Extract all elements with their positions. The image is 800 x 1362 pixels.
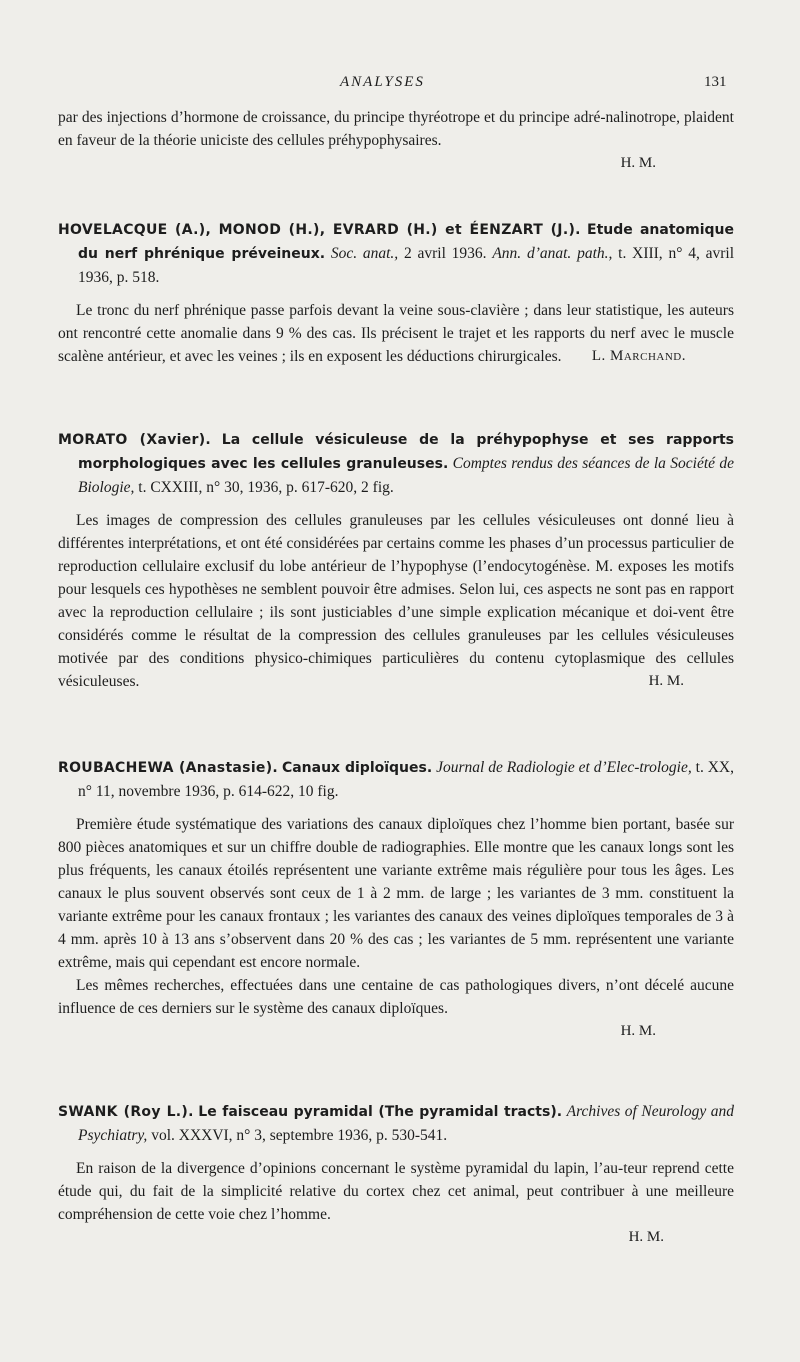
entry-volume: t. XIII, n° 4, avril 1936, p. 518. bbox=[78, 245, 735, 286]
entry-signature: H. M. bbox=[620, 1023, 656, 1039]
entry-body-text: En raison de la divergence d’opinions concernant le système pyramidal du lapin, l’au-teur reprend cette étude qui, du fait de la simplicité relative du cortex chez cet animal, peut contribuer à une meilleure compréhension de cette voie chez l’homme. bbox=[58, 1160, 734, 1223]
entry-journal: Archives of Neurology and Psychiatry, bbox=[78, 1103, 735, 1144]
entry-volume: t. CXXIII, n° 30, 1936, p. 617-620, 2 fig. bbox=[138, 479, 394, 496]
entry-authors: SWANK (Roy L.). bbox=[58, 1104, 194, 1120]
entry-body bbox=[58, 813, 734, 974]
abstract-entry bbox=[58, 218, 734, 368]
entry-citation bbox=[58, 756, 734, 803]
entry-body bbox=[58, 1157, 734, 1226]
entry-citation bbox=[58, 1100, 734, 1147]
entry-citation bbox=[58, 428, 734, 499]
entry-volume: vol. XXXVI, n° 3, septembre 1936, p. 530-541. bbox=[151, 1127, 448, 1144]
section-title: ANALYSES bbox=[340, 74, 425, 90]
entry-title: La cellule vésiculeuse de la préhypophyse et ses rapports morphologiques avec les cellules granuleuses. bbox=[78, 432, 735, 472]
entry-signature: H. M. bbox=[628, 1229, 664, 1245]
running-header bbox=[0, 74, 800, 94]
entry-citation bbox=[58, 218, 734, 289]
abstract-entry bbox=[58, 756, 734, 1043]
entry-authors: ROUBACHEWA (Anastasie). bbox=[58, 760, 279, 776]
entry-body-text-2: Les mêmes recherches, effectuées dans une centaine de cas pathologiques divers, n’ont décelé aucune influence de ces derniers sur le système des canaux diploïques. bbox=[58, 977, 734, 1017]
intro-continuation bbox=[58, 106, 734, 175]
entry-title: Etude anatomique du nerf phrénique préveineux. bbox=[78, 222, 735, 262]
entry-date: 2 avril 1936. bbox=[403, 245, 487, 262]
entry-signature: H. M. bbox=[648, 673, 684, 689]
entry-title: Le faisceau pyramidal (The pyramidal tracts). bbox=[198, 1104, 563, 1120]
entry-body bbox=[58, 509, 734, 693]
entry-journal: Journal de Radiologie et d’Elec-trologie, bbox=[436, 759, 692, 776]
page-number: 131 bbox=[704, 74, 727, 90]
entry-journal: Soc. anat., bbox=[330, 245, 399, 262]
entry-journal-2: Ann. d’anat. path., bbox=[492, 245, 613, 262]
entry-authors: HOVELACQUE (A.), MONOD (H.), EVRARD (H.) et ÉENZART (J.). bbox=[58, 222, 581, 238]
entry-body-text: Les images de compression des cellules granuleuses par les cellules vésiculeuses ont donné lieu à différentes interprétations, et ont été considérées par certains comme les phases d’un processus particulier de reproduction cellulaire exclusif du lobe antérieur de l’hypophyse (l’endocytogénèse. M. exposes les motifs pour lesquels ces hypothèses ne semblent pouvoir être admises. Selon lui, ces aspects ne sont pas en rapport avec la reproduction cellulaire ; ils sont justiciables d’une simple explication mécanique et doi-vent être considérés comme le résultat de la compression des cellules granuleuses par les cellules vésiculeuses motivée par des conditions physico-chimiques particulières du contenu cytoplasmique des cellules vésiculeuses. bbox=[58, 512, 734, 690]
intro-text: par des injections d’hormone de croissance, du principe thyréotrope et du principe adré-nalinotrope, plaident en faveur de la théorie uniciste des cellules préhypophysaires. bbox=[58, 109, 734, 149]
entry-volume: t. XX, n° 11, novembre 1936, p. 614-622, 10 fig. bbox=[78, 759, 735, 800]
abstract-entry bbox=[58, 1100, 734, 1249]
entry-journal: Comptes rendus des séances de la Société de Biologie, bbox=[78, 455, 735, 496]
intro-signature: H. M. bbox=[620, 155, 656, 171]
entry-authors: MORATO (Xavier). bbox=[58, 432, 212, 448]
entry-body-paragraph-2 bbox=[58, 974, 734, 1020]
entry-body-text: Première étude systématique des variations des canaux diploïques chez l’homme bien portant, basée sur 800 pièces anatomiques et sur un chiffre double de radiographies. Elle montre que les canaux longs sont les plus fréquents, les canaux étoilés représentent une variante extrême mais régulière pour tous les âges. Les canaux le plus souvent observés sont ceux de 1 à 2 mm. de large ; les variantes de 3 mm. constituent la variante extrême pour les canaux frontaux ; les variantes des canaux des veines diploïques temporales de 3 à 4 mm. après 10 à 13 ans s’observent dans 20 % des cas ; les variantes de 5 mm. représentent une variante extrême, mais qui cependant est encore normale. bbox=[58, 816, 734, 971]
entry-title: Canaux diploïques. bbox=[281, 760, 433, 776]
abstract-entry bbox=[58, 428, 734, 693]
entry-signature: L. Marchand. bbox=[591, 348, 686, 364]
entry-body-text: Le tronc du nerf phrénique passe parfois devant la veine sous-clavière ; dans leur statistique, les auteurs ont rencontré cette anomalie dans 9 % des cas. Ils précisent le trajet et les rapports du nerf avec le muscle scalène antérieur, et avec les veines ; ils en exposent les déductions chirurgicales. bbox=[58, 302, 734, 365]
